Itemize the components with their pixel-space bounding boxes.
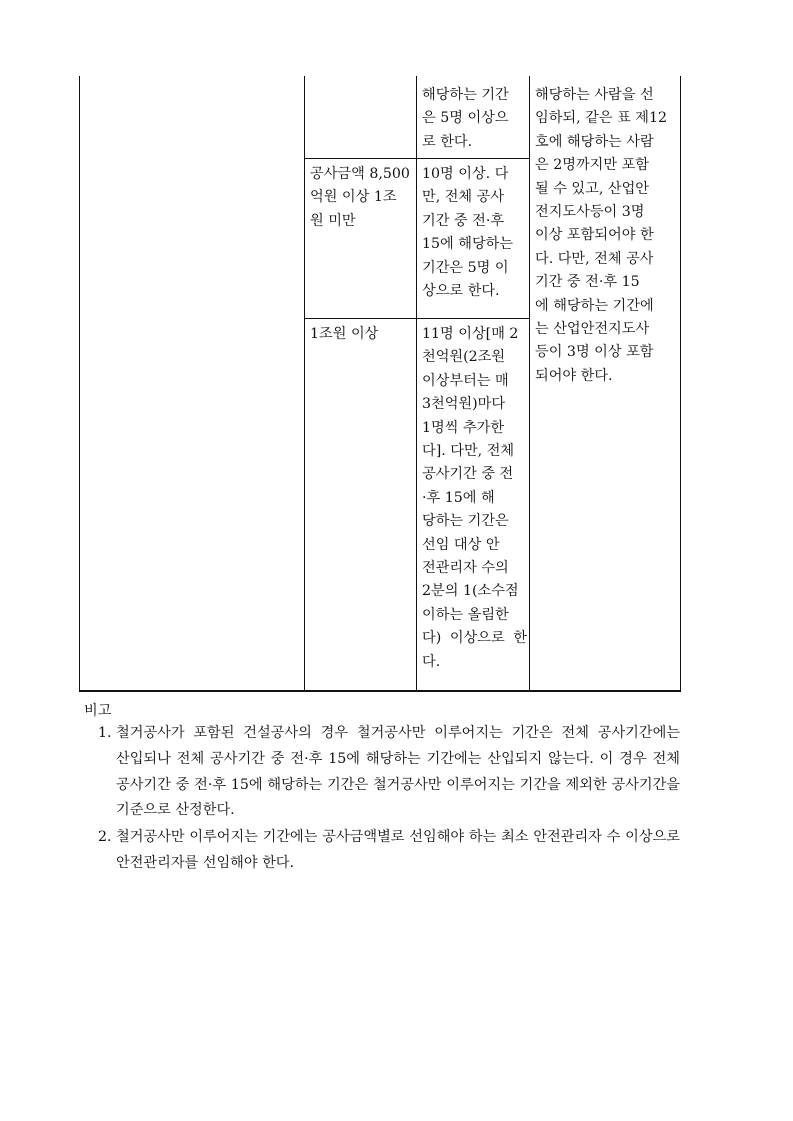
row-divider-1	[304, 158, 530, 159]
table-right-border	[680, 76, 681, 691]
row1-headcount-cell: 해당하는 기간 은 5명 이상으 로 한다.	[422, 87, 509, 150]
table-bottom-border	[79, 690, 681, 692]
remark-item-2	[98, 825, 680, 877]
row3-headcount-cell: 11명 이상[매 2 천억원(2조원 이상부터는 매 3천억원)마다 1명씩 추가한 다]. 다만, 전체 공사기간 중 전 ·후 15에 해 당하는 기간은 선임 대상 안 전관리자 수의 2분의 1(소수점 이하는 올림한 다) 이상으로 한다.	[422, 326, 527, 670]
remark-number: 1.	[98, 725, 112, 741]
row2-headcount-cell: 10명 이상. 다 만, 전체 공사 기간 중 전·후 15에 해당하는 기간은 5명 이 상으로 한다.	[422, 166, 514, 300]
remark-text: 철거공사만 이루어지는 기간에는 공사금액별로 선임해야 하는 최소 안전관리자 수 이상으로 안전관리자를 선임해야 한다.	[116, 829, 680, 871]
remark-number: 2.	[98, 829, 112, 845]
row2-amount-cell: 공사금액 8,500 억원 이상 1조 원 미만	[310, 166, 410, 229]
remark-text: 철거공사가 포함된 건설공사의 경우 철거공사만 이루어지는 기간은 전체 공사기간에는 산입되나 전체 공사기간 중 전·후 15에 해당하는 기간에는 산입되지 않는다. 이 경우 전체 공사기간 중 전·후 15에 해당하는 기간은 철거공사만 이루어지는 기간을 제외한 공사기간을 기준으로 산정한다.	[116, 725, 680, 819]
row-divider-2	[304, 318, 530, 319]
row3-amount-cell: 1조원 이상	[310, 326, 379, 342]
qualification-cell: 해당하는 사람을 선 임하되, 같은 표 제12 호에 해당하는 사람 은 2명까지만 포함 될 수 있고, 산업안 전지도사등이 3명 이상 포함되어야 한 다. 다만, 전체 공사 기간 중 전·후 15 에 해당하는 기간에 는 산업안전지도사 등이 3명 이상 포함 되어야 한다.	[535, 87, 668, 384]
table-left-border	[79, 76, 80, 691]
remarks-title: 비고	[84, 703, 112, 719]
remark-item-1	[98, 721, 680, 824]
